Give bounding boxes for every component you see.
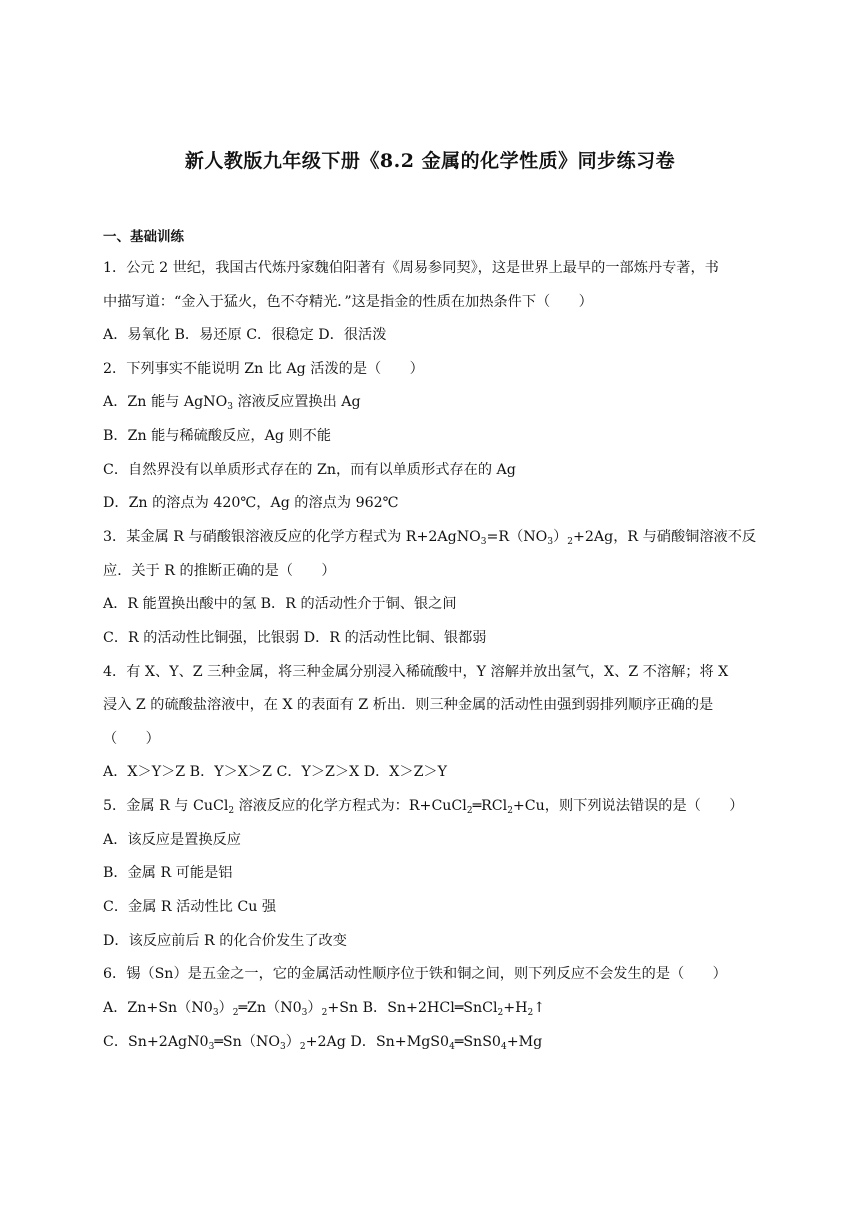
q1-options: A．易氧化 B．易还原 C．很稳定 D．很活泼 [103, 327, 387, 343]
q3-options-ab: A．R 能置换出酸中的氢 B．R 的活动性介于铜、银之间 [103, 596, 457, 612]
q5-option-b: B．金属 R 可能是铝 [103, 865, 233, 881]
q5-option-d: D．该反应前后 R 的化合价发生了改变 [103, 933, 347, 949]
q3-line-1: 3．某金属 R 与硝酸银溶液反应的化学方程式为 $R+2AgNO_3=R(NO_3)_2+2Ag$，R 与硝酸铜溶液不反 [103, 529, 757, 547]
q5-option-c: C．金属 R 活动性比 Cu 强 [103, 899, 277, 915]
q1-line-2: 中描写道：“金入于猛火，色不夺精光．”这是指金的性质在加热条件下（ ） [103, 294, 593, 310]
q2-stem: 2．下列事实不能说明 Zn 比 Ag 活泼的是（ ） [103, 361, 424, 377]
q2-option-c: C．自然界没有以单质形式存在的 Zn，而有以单质形式存在的 Ag [103, 462, 516, 478]
q6-stem: 6．锡（Sn）是五金之一，它的金属活动性顺序位于铁和铜之间，则下列反应不会发生的是（ ） [103, 966, 727, 982]
q3-options-cd: C．R 的活动性比铜强，比银弱 D．R 的活动性比铜、银都弱 [103, 630, 487, 646]
q5-stem: 5．金属 R 与 CuCl$_2$ 溶液反应的化学方程式为：R+CuCl$_2$═RCl$_2$+Cu，则下列说法错误的是（ ） [103, 798, 744, 816]
q3-line-2: 应．关于 R 的推断正确的是（ ） [103, 563, 336, 579]
q6-options-ab: A．$Zn+Sn(N0_3)_2═Zn(N0_3)_2+Sn$ B．$Sn+2HCl═SnCl_2+H_2↑$ [103, 1000, 546, 1018]
q2-option-b: B．Zn 能与稀硫酸反应，Ag 则不能 [103, 428, 332, 444]
q2-option-a: A．Zn 能与 AgNO$_3$ 溶液反应置换出 Ag [103, 394, 361, 412]
q4-line-3: （ ） [103, 731, 160, 747]
q1-line-1: 1．公元 2 世纪，我国古代炼丹家魏伯阳著有《周易参同契》，这是世界上最早的一部炼丹专著，书 [103, 260, 719, 276]
q5-option-a: A．该反应是置换反应 [103, 832, 241, 848]
page-title: 新人教版九年级下册《8.2 金属的化学性质》同步练习卷 [184, 150, 676, 172]
q4-line-2: 浸入 Z 的硫酸盐溶液中，在 X 的表面有 Z 析出．则三种金属的活动性由强到弱排列顺序正确的是 [103, 697, 714, 713]
q4-line-1: 4．有 X、Y、Z 三种金属，将三种金属分别浸入稀硫酸中，Y 溶解并放出氢气，X、Z 不溶解；将 X [103, 664, 729, 680]
q6-options-cd: C．$Sn+2AgN0_3═Sn(NO_3)_2+2Ag$ D．$Sn+MgS0_4═SnS0_4+Mg$ [103, 1034, 543, 1052]
section-heading: 一、基础训练 [103, 229, 184, 245]
q4-options: A．X＞Y＞Z B．Y＞X＞Z C．Y＞Z＞X D．X＞Z＞Y [103, 764, 447, 780]
q2-option-d: D．Zn 的溶点为 420℃，Ag 的溶点为 962℃ [103, 495, 399, 511]
